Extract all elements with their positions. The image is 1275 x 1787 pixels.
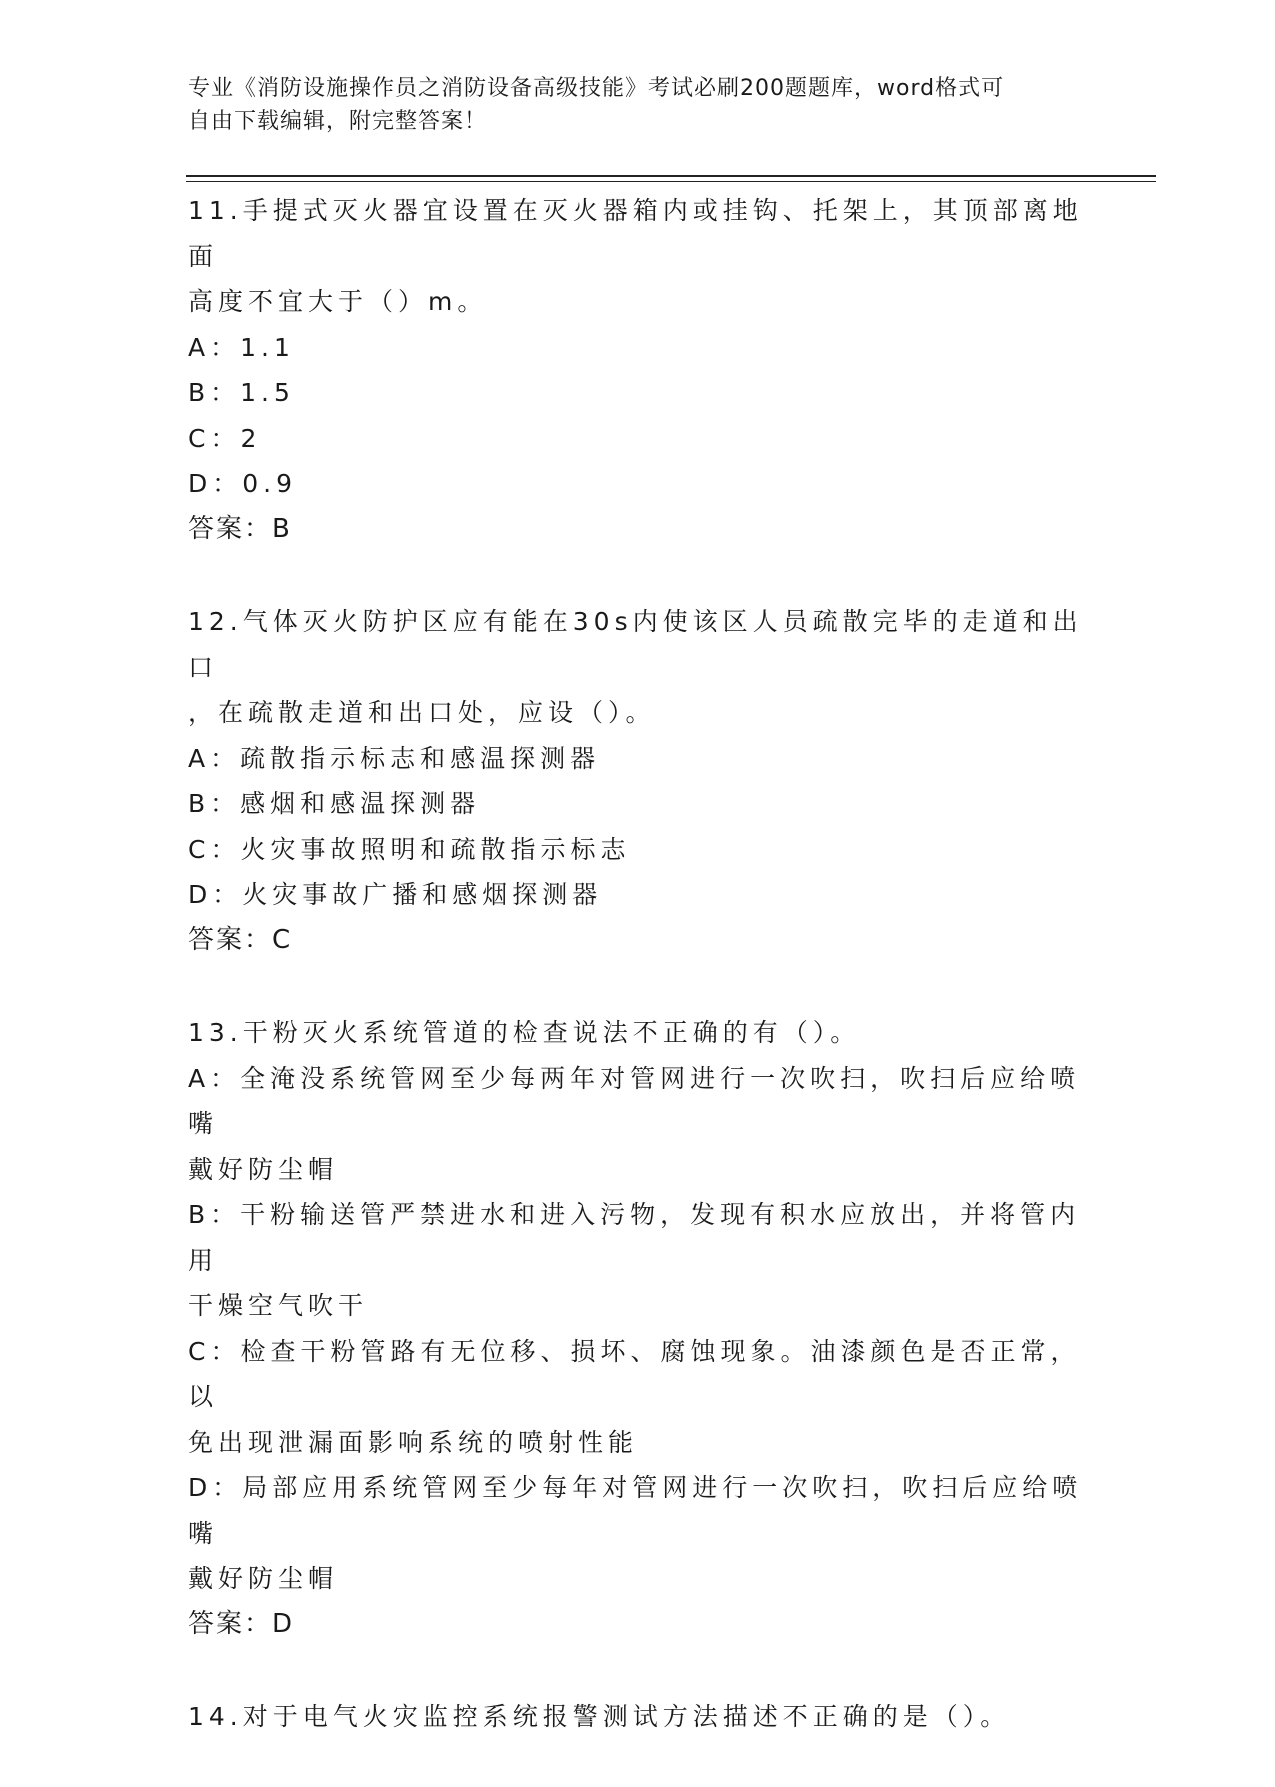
question-stem-line: ，在疏散走道和出口处，应设（）。 <box>188 698 656 727</box>
header-line-2: 自由下载编辑，附完整答案！ <box>188 109 488 134</box>
answer: 答案：B <box>188 513 292 544</box>
option-a: A：疏散指示标志和感温探测器 <box>188 743 601 773</box>
answer: 答案：D <box>188 1608 295 1639</box>
option-c: C：2 <box>188 423 262 453</box>
option-a-continued: 戴好防尘帽 <box>188 1154 339 1184</box>
option-b: B：感烟和感温探测器 <box>188 789 481 818</box>
question-stem-line: 14.对于电气火灾监控系统报警测试方法描述不正确的是（）。 <box>188 1702 1011 1731</box>
option-b: B：1.5 <box>188 378 295 407</box>
question-stem-line: 12.气体灭火防护区应有能在30s内使该区人员疏散完毕的走道和出口 <box>188 607 1083 682</box>
option-c: C：火灾事故照明和疏散指示标志 <box>188 834 631 864</box>
header-line-1: 专业《消防设施操作员之消防设备高级技能》考试必刷200题题库，word格式可 <box>188 76 1005 101</box>
option-d: D：0.9 <box>188 469 298 498</box>
option-c-continued: 免出现泄漏面影响系统的喷射性能 <box>188 1427 639 1457</box>
option-a: A：全淹没系统管网至少每两年对管网进行一次吹扫，吹扫后应给喷嘴 <box>188 1063 1081 1138</box>
document-header <box>188 72 1088 138</box>
option-c: C：检查干粉管路有无位移、损坏、腐蚀现象。油漆颜色是否正常，以 <box>188 1336 1081 1411</box>
option-d-continued: 戴好防尘帽 <box>188 1564 339 1593</box>
question-11 <box>188 188 1088 552</box>
option-d: D：火灾事故广播和感烟探测器 <box>188 880 603 909</box>
option-b-continued: 干燥空气吹干 <box>188 1291 369 1320</box>
question-12 <box>188 599 1088 963</box>
question-list <box>188 188 1088 1787</box>
question-stem-line: 11.手提式灭火器宜设置在灭火器箱内或挂钩、托架上，其顶部离地面 <box>188 196 1083 271</box>
header-divider-thick <box>186 175 1156 177</box>
answer: 答案：C <box>188 924 293 955</box>
option-b: B：干粉输送管严禁进水和进入污物，发现有积水应放出，并将管内用 <box>188 1200 1081 1275</box>
option-d: D：局部应用系统管网至少每年对管网进行一次吹扫，吹扫后应给喷嘴 <box>188 1473 1083 1548</box>
question-stem-line: 高度不宜大于（）m。 <box>188 287 488 316</box>
question-13 <box>188 1010 1088 1647</box>
question-stem-line: 13.干粉灭火系统管道的检查说法不正确的有（）。 <box>188 1018 861 1047</box>
header-divider-thin <box>186 181 1156 182</box>
option-a: A：1.1 <box>188 332 295 362</box>
question-14 <box>188 1694 1088 1740</box>
